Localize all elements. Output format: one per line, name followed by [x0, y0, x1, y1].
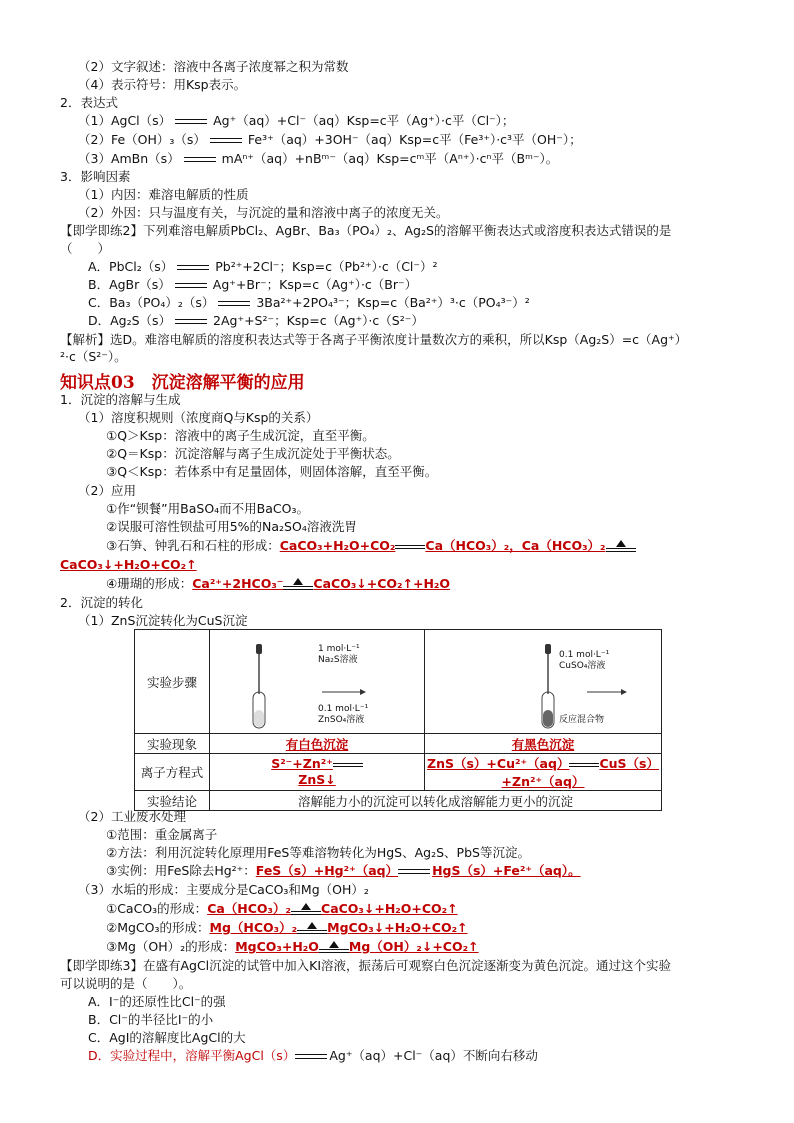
equation-line: [78, 112, 514, 130]
option-right: 2Ag⁺+S²⁻；Ksp=c（Ag⁺）·c（S²⁻）: [213, 313, 424, 328]
heat-triangle-icon: [319, 941, 349, 955]
equation-left: （1）AgCl（s）: [78, 113, 172, 128]
heat-triangle-icon: [283, 578, 313, 592]
experiment-table: [134, 629, 662, 811]
equilibrium-arrow-icon: [210, 136, 244, 146]
equilibrium-arrow-icon: [175, 117, 209, 127]
conclusion-text: 溶解能力小的沉淀可以转化成溶解能力更小的沉淀: [210, 791, 662, 811]
option-c: C．AgI的溶解度比AgCl的大: [88, 1030, 246, 1045]
table-row: [135, 791, 662, 811]
text-line: （1）ZnS沉淀转化为CuS沉淀: [78, 613, 248, 628]
text-line: ③Q＜Ksp：若体系中有足量固体，则固体溶解，直至平衡。: [106, 464, 438, 479]
text-line: （2）文字叙述：溶液中各离子浓度幂之积为常数: [78, 59, 349, 74]
equilibrium-arrow-icon: [175, 281, 209, 291]
equation-line: [78, 131, 582, 149]
equation-line: [106, 575, 450, 593]
equation-line: [78, 150, 558, 168]
option-left: C．Ba₃（PO₄）₂（s）: [88, 295, 215, 310]
equation-line: [106, 900, 458, 918]
equation-line: [106, 919, 468, 937]
option-left: D．实验过程中，溶解平衡AgCl（s）: [88, 1048, 296, 1063]
text-line: （4）表示符号：用Ksp表示。: [78, 77, 247, 92]
text-line: ①作“钡餐”用BaSO₄而不用BaCO₃。: [106, 501, 309, 516]
heat-triangle-icon: [606, 540, 636, 554]
equation-right: mAⁿ⁺（aq）+nBᵐ⁻（aq）Ksp=cᵐ平（Aⁿ⁺）·cⁿ平（Bᵐ⁻）。: [221, 151, 559, 166]
equilibrium-arrow-icon: [184, 155, 218, 165]
table-row: [135, 754, 662, 791]
option-a: A．I⁻的还原性比Cl⁻的强: [88, 994, 226, 1009]
exercise-question: 【即学即练3】在盛有AgCl沉淀的试管中加入KI溶液，振荡后可观察白色沉淀逐渐变为黄色沉淀。通过这个实验: [60, 958, 672, 973]
reagent-label: 0.1 mol·L⁻¹ CuSO₄溶液: [559, 650, 610, 671]
equation-answer: Ca²⁺+2HCO₃⁻: [192, 576, 284, 591]
equilibrium-arrow-icon: [177, 263, 211, 273]
observation-left: 有白色沉淀: [210, 734, 425, 754]
equation-answer: HgS（s）+Fe²⁺（aq）。: [432, 863, 581, 878]
equilibrium-arrow-icon: [295, 1052, 329, 1062]
equation-answer: CaCO₃↓+H₂O+CO₂↑: [60, 557, 197, 572]
equation-line: [106, 938, 479, 956]
equation-label: ②MgCO₃的形成：: [106, 920, 210, 935]
equals-sign-icon: [333, 760, 363, 770]
equation-line: [60, 556, 197, 574]
knowledge-point-heading: 知识点03 沉淀溶解平衡的应用: [60, 373, 305, 393]
equation-answer: CaCO₃↓+CO₂↑+H₂O: [313, 576, 451, 591]
option-right: Ag⁺+Br⁻；Ksp=c（Ag⁺）·c（Br⁻）: [212, 277, 418, 292]
equation-answer: FeS（s）+Hg²⁺（aq）: [255, 863, 399, 878]
equation-right: Ag⁺（aq）+Cl⁻（aq）Ksp=c平（Ag⁺）·c平（Cl⁻）；: [213, 113, 515, 128]
row-label: 离子方程式: [135, 754, 210, 791]
text-line: （1）内因：难溶电解质的性质: [78, 187, 249, 202]
text-line: ①Q＞Ksp：溶液中的离子生成沉淀，直至平衡。: [106, 428, 375, 443]
text-line: （3）水垢的形成：主要成分是CaCO₃和Mg（OH）₂: [78, 882, 369, 897]
option-right: Pb²⁺+2Cl⁻；Ksp=c（Pb²⁺）·c（Cl⁻）²: [215, 259, 438, 274]
section-heading: 2．沉淀的转化: [60, 595, 143, 610]
option-c: [88, 294, 530, 312]
exercise-blank: （ ）: [60, 241, 111, 256]
exercise-question: 【即学即练2】下列难溶电解质PbCl₂、AgBr、Ba₃（PO₄）₂、Ag₂S的溶解平衡表达式或溶度积表达式错误的是: [60, 223, 672, 238]
dropper-tube-diagram: [210, 630, 424, 733]
table-row: [135, 630, 662, 734]
equation-answer: MgCO₃↓+H₂O+CO₂↑: [327, 920, 468, 935]
equilibrium-arrow-icon: [175, 317, 209, 327]
text-line: （1）溶度积规则（浓度商Q与Ksp的关系）: [78, 410, 319, 425]
equation-answer: Ca（HCO₃）₂，Ca（HCO₃）₂: [425, 538, 606, 553]
equation-answer: MgCO₃+H₂O: [235, 939, 319, 954]
row-label: 实验步骤: [135, 630, 210, 734]
heat-triangle-icon: [297, 922, 327, 936]
option-right: 3Ba²⁺+2PO₄³⁻；Ksp=c（Ba²⁺）³·c（PO₄³⁻）²: [256, 295, 530, 310]
text-line: ②方法：利用沉淀转化原理用FeS等难溶物转化为HgS、Ag₂S、PbS等沉淀。: [106, 845, 530, 860]
equation-label: ③石笋、钟乳石和石柱的形成：: [106, 538, 280, 553]
equation-answer: CaCO₃↓+H₂O+CO₂↑: [321, 901, 458, 916]
right-step-illustration: [425, 630, 662, 734]
option-left: D．Ag₂S（s）: [88, 313, 172, 328]
option-d: [88, 312, 424, 330]
equilibrium-arrow-icon: [218, 299, 252, 309]
equation-answer: Mg（HCO₃）₂: [209, 920, 298, 935]
equation-answer: Mg（OH）₂↓+CO₂↑: [348, 939, 479, 954]
left-step-illustration: [210, 630, 425, 734]
analysis-text: 【解析】选D。难溶电解质的溶度积表达式等于各离子平衡浓度计量数次方的乘积，所以Ksp（Ag₂S）=c（Ag⁺）: [60, 332, 688, 347]
option-right: Ag⁺（aq）+Cl⁻（aq）不断向右移动: [329, 1048, 538, 1063]
text-line: ②误服可溶性钡盐可用5%的Na₂SO₄溶液洗胃: [106, 519, 357, 534]
row-label: 实验现象: [135, 734, 210, 754]
equation-line: [106, 537, 636, 555]
equation-right: Fe³⁺（aq）+3OH⁻（aq）Ksp=c平（Fe³⁺）·c³平（OH⁻）；: [247, 132, 582, 147]
equation-line: [106, 862, 581, 880]
ionic-equation-right: ZnS（s）+Cu²⁺（aq） CuS（s）+Zn²⁺（aq）: [425, 754, 662, 791]
section-heading: 3．影响因素: [60, 169, 131, 184]
exercise-question: 可以说明的是（ ）。: [60, 976, 192, 991]
equation-label: ③实例：用FeS除去Hg²⁺：: [106, 863, 256, 878]
option-left: A．PbCl₂（s）: [88, 259, 174, 274]
equation-label: ④珊瑚的形成：: [106, 576, 193, 591]
heat-triangle-icon: [291, 903, 321, 917]
reagent-label: 1 mol·L⁻¹ Na₂S溶液: [318, 644, 360, 665]
solution-label: 反应混合物: [559, 715, 605, 725]
section-heading: 1．沉淀的溶解与生成: [60, 392, 181, 407]
equation-answer: Ca（HCO₃）₂: [207, 901, 292, 916]
option-b: [88, 276, 417, 294]
equals-sign-icon: [395, 542, 425, 552]
text-line: （2）工业废水处理: [78, 809, 186, 824]
option-d: [88, 1047, 538, 1065]
option-left: B．AgBr（s）: [88, 277, 171, 292]
text-line: ①范围：重金属离子: [106, 827, 218, 842]
equation-left: （2）Fe（OH）₃（s）: [78, 132, 206, 147]
observation-right: 有黑色沉淀: [425, 734, 662, 754]
solution-label: 0.1 mol·L⁻¹ ZnSO₄溶液: [318, 704, 369, 725]
analysis-text: ²·c（S²⁻）。: [60, 349, 127, 364]
ionic-equation-left: S²⁻+Zn²⁺ ZnS↓: [210, 754, 425, 791]
option-b: B．Cl⁻的半径比I⁻的小: [88, 1012, 214, 1027]
option-a: [88, 258, 438, 276]
equation-answer: CaCO₃+H₂O+CO₂: [279, 538, 396, 553]
equals-sign-icon: [569, 760, 599, 770]
equation-left: （3）AmBn（s）: [78, 151, 180, 166]
table-row: [135, 734, 662, 754]
equilibrium-arrow-icon: [398, 867, 432, 877]
dropper-tube-diagram: [425, 630, 661, 733]
text-line: ②Q＝Ksp：沉淀溶解与离子生成沉淀处于平衡状态。: [106, 446, 400, 461]
equation-label: ①CaCO₃的形成：: [106, 901, 208, 916]
equation-label: ③Mg（OH）₂的形成：: [106, 939, 236, 954]
row-label: 实验结论: [135, 791, 210, 811]
text-line: （2）外因：只与温度有关，与沉淀的量和溶液中离子的浓度无关。: [78, 205, 449, 220]
section-heading: 2．表达式: [60, 95, 118, 110]
text-line: （2）应用: [78, 483, 136, 498]
